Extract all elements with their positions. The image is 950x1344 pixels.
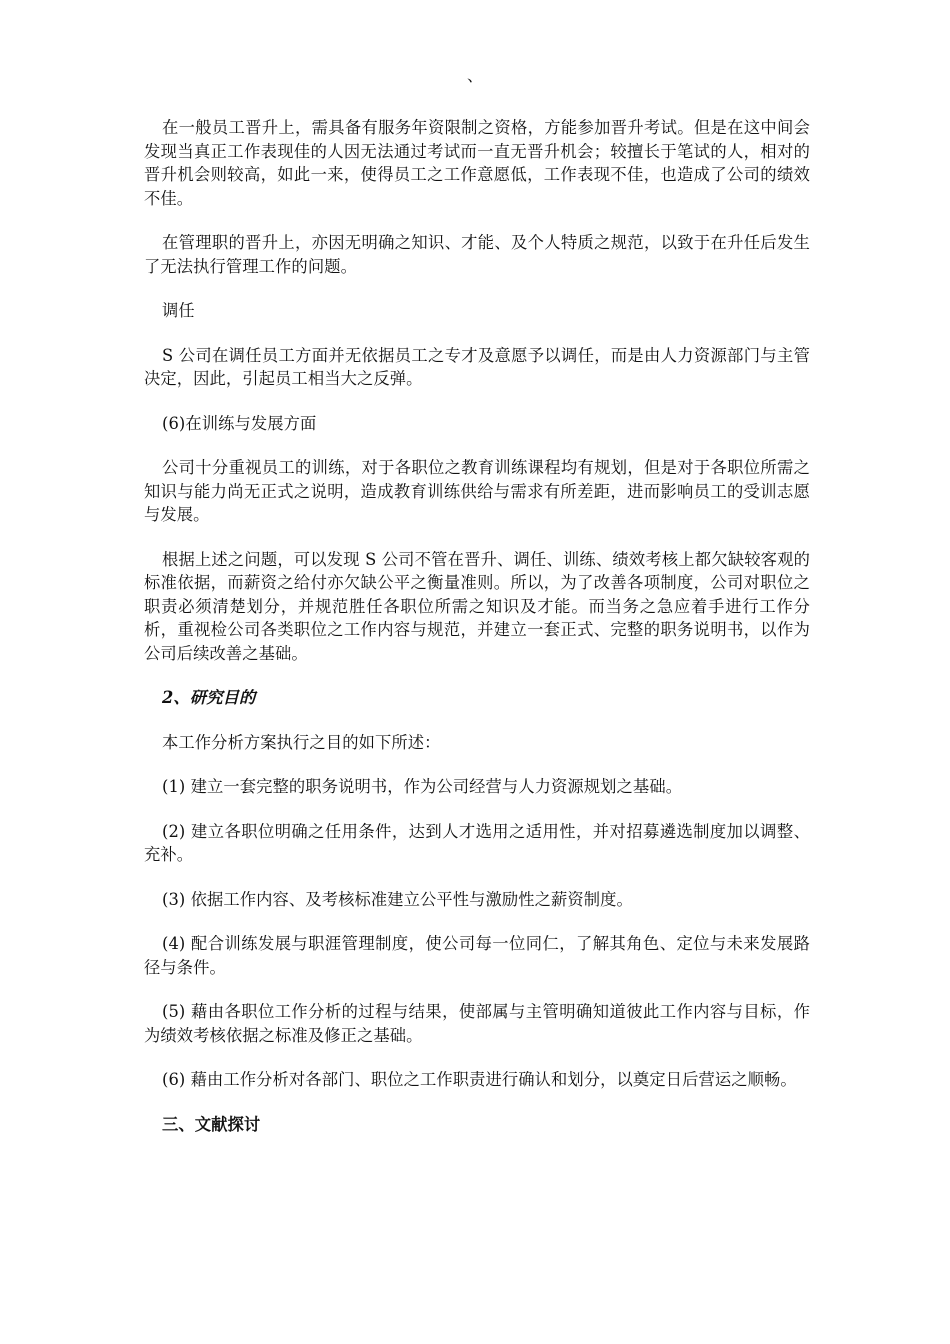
subheading-transfer: 调任 [162, 301, 195, 320]
section-heading-literature-review: 三、文献探讨 [162, 1114, 261, 1134]
document-body [144, 116, 810, 1157]
paragraph-summary: 根据上述之问题，可以发现 S 公司不管在晋升、调任、训练、绩效考核上都欠缺较客观的标准依据，而薪资之给付亦欠缺公平之衡量准则。所以，为了改善各项制度，公司对职位之职责必须清楚划分，并规范胜任各职位所需之知识及才能。而当务之急应着手进行工作分析，重视检公司各类职位之工作内容与规范，并建立一套正式、完整的职务说明书，以作为公司后续改善之基础。 [144, 549, 810, 663]
paragraph-transfer: S 公司在调任员工方面并无依据员工之专才及意愿予以调任，而是由人力资源部门与主管决定，因此，引起员工相当大之反弹。 [144, 345, 810, 388]
header-mark: 、 [466, 66, 483, 85]
paragraph-promotion-staff: 在一般员工晋升上，需具备有服务年资限制之资格，方能参加晋升考试。但是在这中间会发现当真正工作表现佳的人因无法通过考试而一直无晋升机会；较擅长于笔试的人，相对的晋升机会则较高，如此一来，使得员工之工作意愿低，工作表现不佳，也造成了公司的绩效不佳。 [144, 118, 810, 208]
subheading-training: (6)在训练与发展方面 [162, 413, 317, 433]
paragraph-training: 公司十分重视员工的训练，对于各职位之教育训练课程均有规划，但是对于各职位所需之知识与能力尚无正式之说明，造成教育训练供给与需求有所差距，进而影响员工的受训志愿与发展。 [144, 458, 810, 524]
purpose-item: (2) 建立各职位明确之任用条件，达到人才选用之适用性，并对招募遴选制度加以调整、充补。 [144, 821, 810, 864]
section-heading-research-purpose: 2、研究目的 [162, 688, 256, 707]
purpose-item: (4) 配合训练发展与职涯管理制度，使公司每一位同仁，了解其角色、定位与未来发展路径与条件。 [144, 934, 810, 977]
paragraph-promotion-management: 在管理职的晋升上，亦因无明确之知识、才能、及个人特质之规范，以致于在升任后发生了无法执行管理工作的问题。 [144, 233, 810, 276]
purpose-item: (5) 藉由各职位工作分析的过程与结果，使部属与主管明确知道彼此工作内容与目标，作为绩效考核依据之标准及修正之基础。 [144, 1002, 810, 1045]
purpose-item: (6) 藉由工作分析对各部门、职位之工作职责进行确认和划分，以奠定日后营运之顺畅。 [162, 1070, 797, 1089]
purpose-item: (3) 依据工作内容、及考核标准建立公平性与激励性之薪资制度。 [162, 889, 633, 909]
paragraph-purpose-intro: 本工作分析方案执行之目的如下所述： [162, 732, 441, 752]
purpose-item: (1) 建立一套完整的职务说明书，作为公司经营与人力资源规划之基础。 [162, 777, 683, 796]
